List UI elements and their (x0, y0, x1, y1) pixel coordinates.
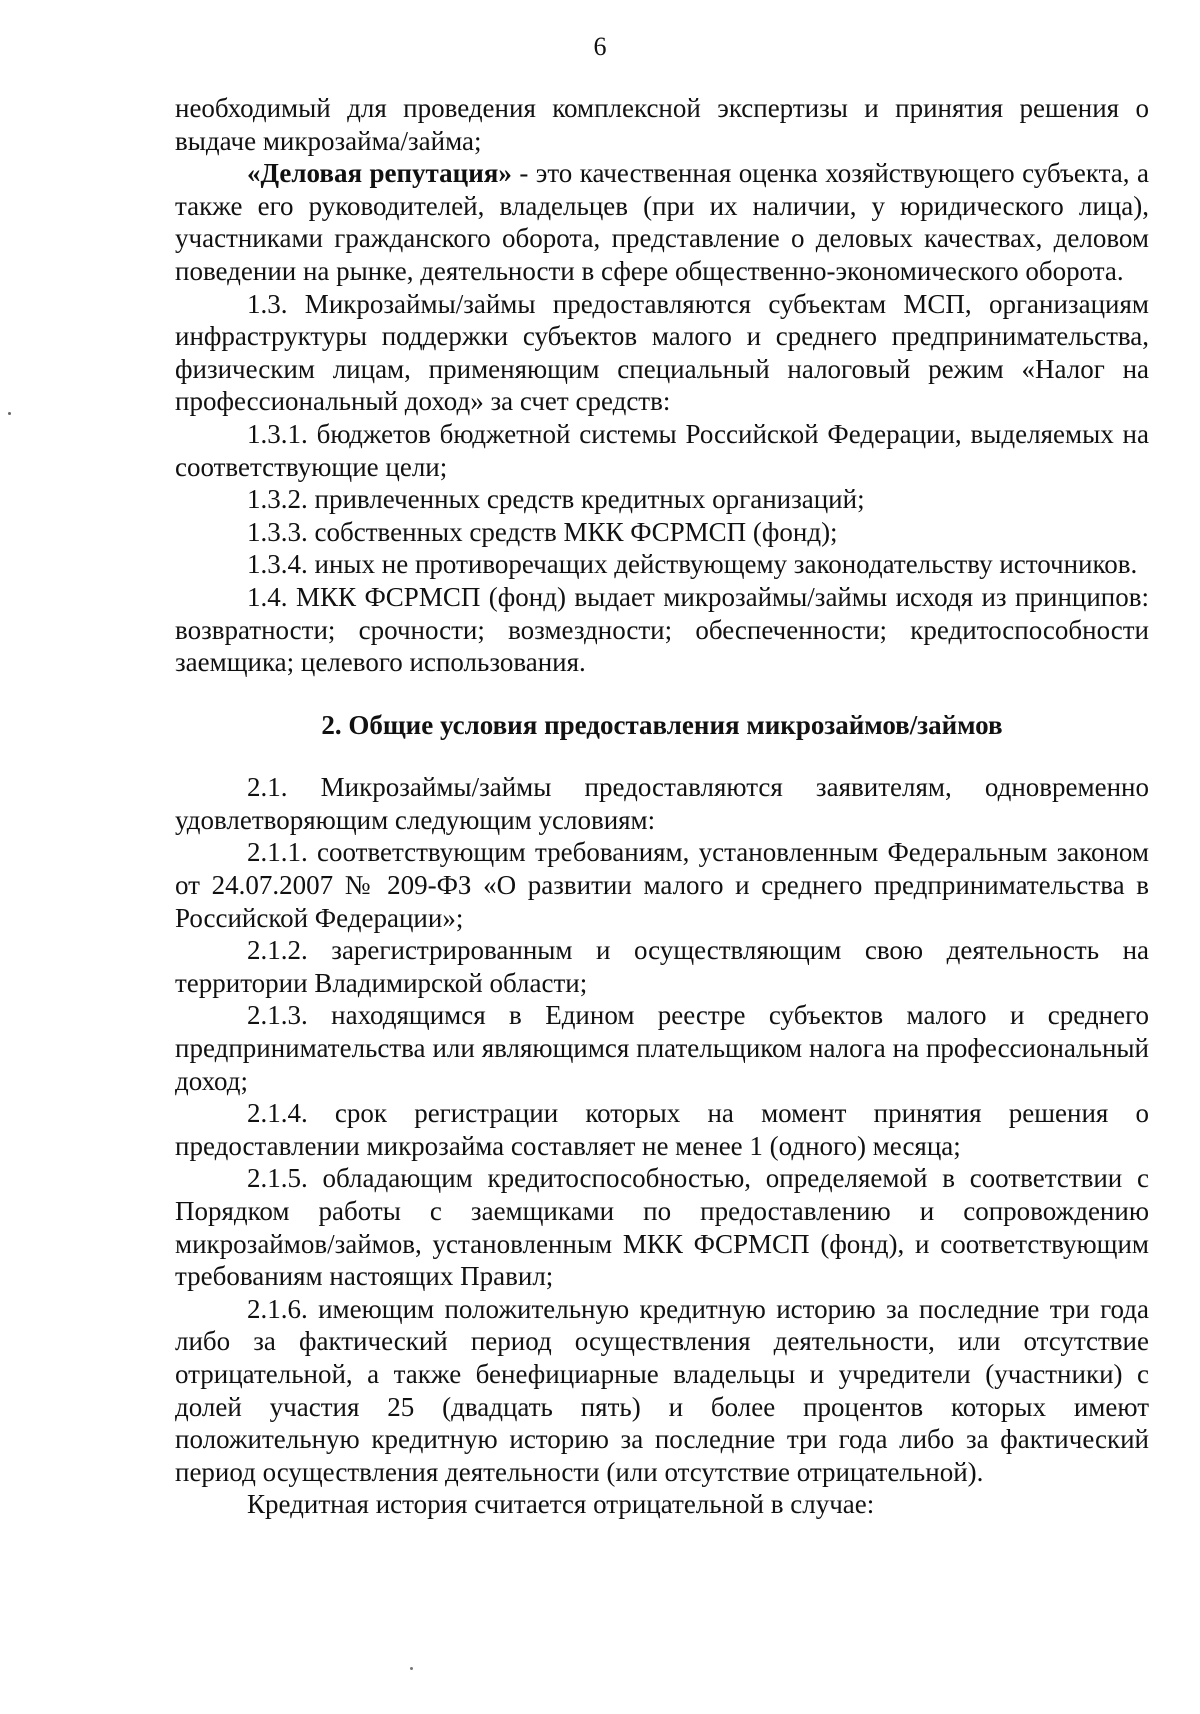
document-body (175, 92, 1149, 1521)
paragraph-1-3-3: 1.3.3. собственных средств МКК ФСРМСП (фонд); (247, 516, 838, 547)
paragraph-continuation: необходимый для проведения комплексной экспертизы и принятия решения о выдаче микрозайма/займа; (175, 93, 1149, 156)
section-heading-2: 2. Общие условия предоставления микрозаймов/займов (321, 709, 1003, 740)
paragraph-2-1-4: 2.1.4. срок регистрации которых на момент принятия решения о предоставлении микрозайма составляет не менее 1 (одного) месяца; (175, 1098, 1149, 1161)
paragraph-1-3-2: 1.3.2. привлеченных средств кредитных организаций; (247, 484, 865, 515)
paragraph-2-1-1: 2.1.1. соответствующим требованиям, установленным Федеральным законом от 24.07.2007 № 209-ФЗ «О развитии малого и среднего предпринимательства в Российской Федерации»; (175, 837, 1149, 933)
paragraph-1-3-4: 1.3.4. иных не противоречащих действующему законодательству источников. (247, 549, 1138, 580)
definition-text: - это качественная оценка хозяйствующего субъекта, а также его руководителей, владельцев (при их наличии, у юридического лица), участниками гражданского оборота, представление о деловых качествах, деловом поведении на рынке, деятельности в сфере общественно-экономического оборота. (175, 158, 1149, 286)
paragraph-credit-history: Кредитная история считается отрицательной в случае: (247, 1489, 875, 1520)
paragraph-definition-business-reputation (175, 157, 1149, 287)
page-number: 6 (593, 32, 607, 61)
scan-speck (8, 412, 11, 415)
paragraph-1-3-1: 1.3.1. бюджетов бюджетной системы Российской Федерации, выделяемых на соответствующие цели; (175, 418, 1149, 482)
paragraph-2-1-5: 2.1.5. обладающим кредитоспособностью, определяемой в соответствии с Порядком работы с заемщиками по предоставлению и сопровождению микрозаймов/займов, установленным МКК ФСРМСП (фонд), и соответствующим требованиям настоящих Правил; (175, 1163, 1149, 1292)
paragraph-2-1-3: 2.1.3. находящимся в Едином реестре субъектов малого и среднего предпринимательства или являющимся плательщиком налога на профессиональный доход; (175, 1000, 1149, 1096)
paragraph-1-3: 1.3. Микрозаймы/займы предоставляются субъектам МСП, организациям инфраструктуры поддержки субъектов малого и среднего предпринимательства, физическим лицам, применяющим специальный налоговый режим «Налог на профессиональный доход» за счет средств: (175, 288, 1149, 417)
paragraph-2-1: 2.1. Микрозаймы/займы предоставляются заявителям, одновременно удовлетворяющим следующим условиям: (175, 772, 1149, 835)
scan-speck (410, 1667, 413, 1670)
paragraph-2-1-6: 2.1.6. имеющим положительную кредитную историю за последние три года либо за фактический период осуществления деятельности, или отсутствие отрицательной, а также бенефициарные владельцы и учредители (участники) с долей участия 25 (двадцать пять) и более процентов которых имеют положительную кредитную историю за последние три года либо за фактический период осуществления деятельности (или отсутствие отрицательной). (175, 1293, 1149, 1487)
defined-term: «Деловая репутация» (247, 158, 512, 189)
paragraph-2-1-2: 2.1.2. зарегистрированным и осуществляющим свою деятельность на территории Владимирской области; (175, 935, 1149, 998)
paragraph-1-4: 1.4. МКК ФСРМСП (фонд) выдает микрозаймы/займы исходя из принципов: возвратности; срочности; возмездности; обеспеченности; кредитоспособности заемщика; целевого использования. (175, 581, 1149, 678)
